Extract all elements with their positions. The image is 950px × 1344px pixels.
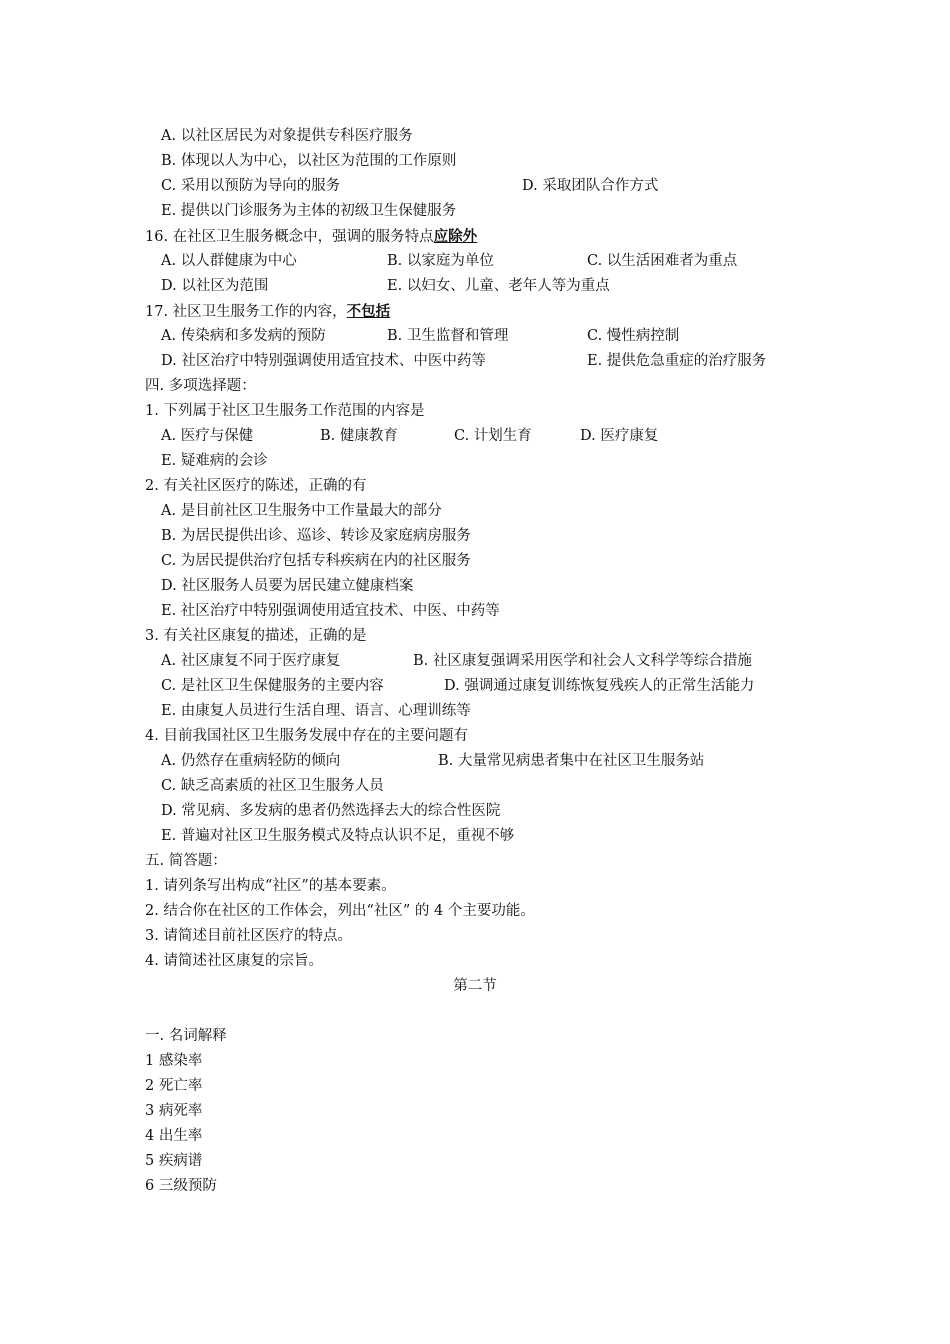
option-b: B. 为居民提供出诊、巡诊、转诊及家庭病房服务	[161, 528, 471, 544]
option-e: E. 疑难病的会诊	[161, 453, 268, 469]
section-5-title: 五. 简答题：	[145, 853, 227, 869]
glossary-term: 5 疾病谱	[145, 1153, 203, 1169]
question-text: 16. 在社区卫生服务概念中，强调的服务特点	[145, 229, 434, 245]
option-d: D. 以社区为范围	[161, 278, 269, 294]
option-d: D. 常见病、多发病的患者仍然选择去大的综合性医院	[161, 803, 501, 819]
glossary-term: 3 病死率	[145, 1103, 203, 1119]
section-heading: 第二节	[453, 978, 497, 994]
option-b: B. 健康教育	[320, 428, 398, 444]
glossary-term: 2 死亡率	[145, 1078, 203, 1094]
question-text: 2. 有关社区医疗的陈述，正确的有	[145, 478, 367, 494]
question-text: 1. 请列条写出构成“社区”的基本要素。	[145, 878, 396, 894]
option-a: A. 社区康复不同于医疗康复	[161, 653, 341, 669]
option-e: E. 提供危急重症的治疗服务	[587, 353, 767, 369]
option-c: C. 为居民提供治疗包括专科疾病在内的社区服务	[161, 553, 471, 569]
glossary-term: 4 出生率	[145, 1128, 203, 1144]
option-b: B. 大量常见病患者集中在社区卫生服务站	[438, 753, 705, 769]
question-text: 3. 有关社区康复的描述，正确的是	[145, 628, 367, 644]
option-a: A. 仍然存在重病轻防的倾向	[161, 753, 341, 769]
option-b: B. 卫生监督和管理	[387, 328, 509, 344]
option-d: D. 社区治疗中特别强调使用适宜技术、中医中药等	[161, 353, 486, 369]
option-d: D. 社区服务人员要为居民建立健康档案	[161, 578, 414, 594]
glossary-term: 6 三级预防	[145, 1178, 217, 1194]
glossary-title: 一. 名词解释	[145, 1028, 227, 1044]
option-d: D. 采取团队合作方式	[522, 178, 659, 194]
option-c: C. 计划生育	[454, 428, 532, 444]
option-c: C. 缺乏高素质的社区卫生服务人员	[161, 778, 384, 794]
option-b: B. 以家庭为单位	[387, 253, 494, 269]
option-a: A. 以社区居民为对象提供专科医疗服务	[161, 128, 413, 144]
glossary-term: 1 感染率	[145, 1053, 203, 1069]
option-e: E. 社区治疗中特别强调使用适宜技术、中医、中药等	[161, 603, 500, 619]
question-text: 4. 目前我国社区卫生服务发展中存在的主要问题有	[145, 728, 468, 744]
option-e: E. 由康复人员进行生活自理、语言、心理训练等	[161, 703, 471, 719]
option-e: E. 普遍对社区卫生服务模式及特点认识不足，重视不够	[161, 828, 515, 844]
emphasis-text: 应除外	[433, 228, 478, 245]
question-text: 1. 下列属于社区卫生服务工作范围的内容是	[145, 403, 425, 419]
section-4-title: 四. 多项选择题：	[145, 378, 256, 394]
option-d: D. 医疗康复	[580, 428, 659, 444]
option-a: A. 是目前社区卫生服务中工作量最大的部分	[161, 503, 442, 519]
option-a: A. 以人群健康为中心	[161, 253, 297, 269]
option-b: B. 体现以人为中心，以社区为范围的工作原则	[161, 153, 457, 169]
emphasis-text: 不包括	[346, 303, 391, 320]
option-c: C. 采用以预防为导向的服务	[161, 178, 341, 194]
option-d: D. 强调通过康复训练恢复残疾人的正常生活能力	[444, 678, 755, 694]
question-text: 4. 请简述社区康复的宗旨。	[145, 953, 323, 969]
question-text: 17. 社区卫生服务工作的内容，	[145, 304, 347, 320]
option-a: A. 医疗与保健	[161, 428, 254, 444]
option-b: B. 社区康复强调采用医学和社会人文科学等综合措施	[413, 653, 752, 669]
question-text: 2. 结合你在社区的工作体会，列出“社区” 的 4 个主要功能。	[145, 903, 535, 919]
question-text: 3. 请简述目前社区医疗的特点。	[145, 928, 352, 944]
option-c: C. 是社区卫生保健服务的主要内容	[161, 678, 384, 694]
option-a: A. 传染病和多发病的预防	[161, 328, 326, 344]
option-e: E. 提供以门诊服务为主体的初级卫生保健服务	[161, 203, 457, 219]
option-c: C. 以生活困难者为重点	[587, 253, 738, 269]
option-e: E. 以妇女、儿童、老年人等为重点	[387, 278, 610, 294]
option-c: C. 慢性病控制	[587, 328, 680, 344]
